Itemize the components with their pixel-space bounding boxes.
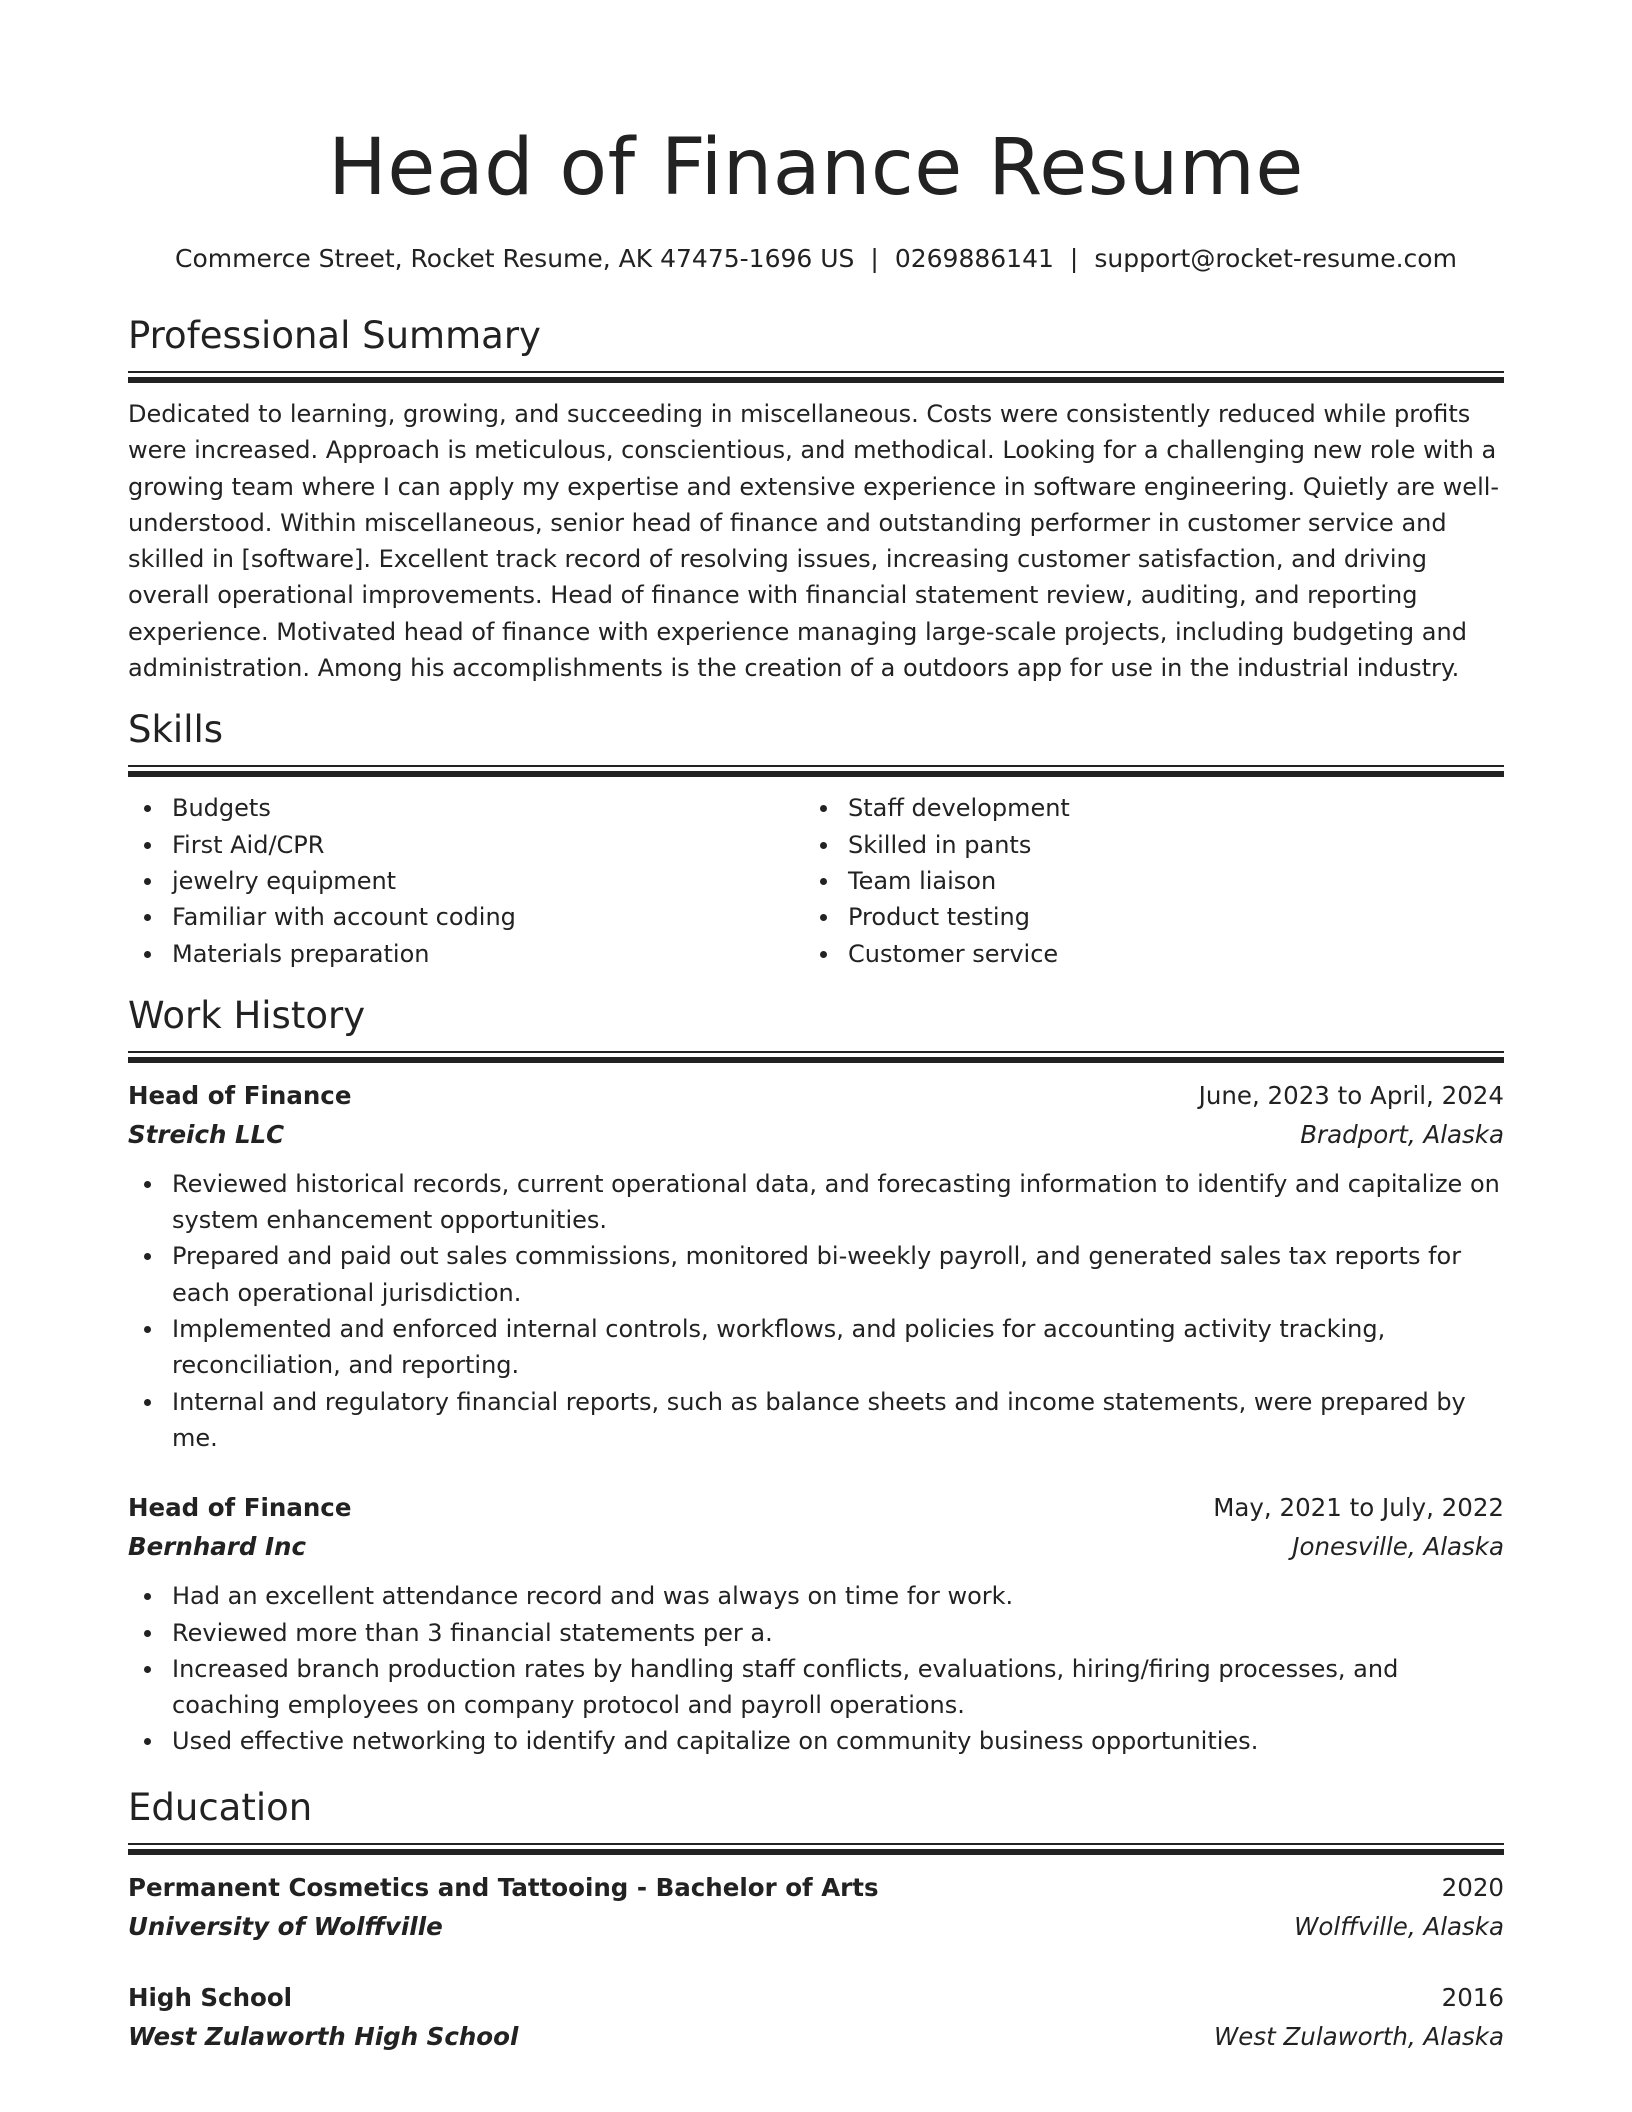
education-header	[128, 1868, 1504, 1907]
skill-item: First Aid/CPR	[128, 827, 804, 863]
contact-separator: |	[1069, 244, 1079, 273]
section-divider	[128, 1051, 1504, 1062]
resume-title: Head of Finance Resume	[328, 123, 1304, 213]
section-divider	[128, 1843, 1504, 1854]
education-subheader	[128, 1907, 1504, 1946]
job-bullet: Increased branch production rates by handling staff conflicts, evaluations, hiring/firing processes, and coaching employees on company protocol and payroll operations.	[128, 1651, 1504, 1724]
skill-item: Staff development	[804, 790, 1480, 826]
education-heading: Education	[128, 1785, 313, 1829]
skills-left-column	[128, 790, 804, 971]
skill-item: Skilled in pants	[804, 827, 1480, 863]
skill-item: Materials preparation	[128, 936, 804, 972]
job-bullet: Had an excellent attendance record and was always on time for work.	[128, 1578, 1504, 1614]
job-bullet: Prepared and paid out sales commissions, monitored bi-weekly payroll, and generated sales tax reports for each operational jurisdiction.	[128, 1238, 1504, 1311]
skill-item: Customer service	[804, 936, 1480, 972]
skill-item: Budgets	[128, 790, 804, 826]
job-header	[128, 1076, 1504, 1115]
education-year: 2016	[1441, 1982, 1504, 2012]
job-title: Head of Finance	[128, 1080, 352, 1110]
contact-address: Commerce Street, Rocket Resume, AK 47475-1696 US	[175, 244, 855, 273]
job-company: Streich LLC	[128, 1119, 285, 1149]
job-dates: May, 2021 to July, 2022	[1213, 1493, 1504, 1523]
job-bullet: Internal and regulatory financial reports, such as balance sheets and income statements, were prepared by me.	[128, 1384, 1504, 1457]
skills-heading: Skills	[128, 708, 224, 752]
job-bullet: Reviewed historical records, current operational data, and forecasting information to identify and capitalize on system enhancement opportunities.	[128, 1166, 1504, 1239]
skill-item: Team liaison	[804, 863, 1480, 899]
job-title: Head of Finance	[128, 1493, 352, 1523]
job-subheader	[128, 1115, 1504, 1154]
skills-right-column	[804, 790, 1480, 971]
job-entry	[128, 1076, 1504, 1456]
work-history-heading: Work History	[128, 993, 366, 1037]
job-location: Jonesville, Alaska	[1292, 1532, 1504, 1562]
education-entry	[128, 1978, 1504, 2056]
education-section	[128, 1784, 1504, 2056]
summary-text: Dedicated to learning, growing, and succeeding in miscellaneous. Costs were consistently reduced while profits were increased. Approach is meticulous, conscientious, and methodical. Looking for a challenging new role with a growing team where I can apply my expertise and extensive experience in software engineering. Quietly are well-understood. Within miscellaneous, senior head of finance and outstanding performer in customer service and skilled in [software]. Excellent track record of resolving issues, increasing customer satisfaction, and driving overall operational improvements. Head of finance with financial statement review, auditing, and reporting experience. Motivated head of finance with experience managing large-scale projects, including budgeting and administration. Among his accomplishments is the creation of a outdoors app for use in the industrial industry.	[128, 400, 1500, 683]
summary-heading: Professional Summary	[128, 314, 541, 357]
contact-line	[128, 242, 1504, 276]
section-divider	[128, 765, 1504, 776]
education-school: West Zulaworth High School	[128, 2021, 519, 2051]
job-company: Bernhard Inc	[128, 1532, 307, 1562]
skill-item: jewelry equipment	[128, 863, 804, 899]
summary-section	[128, 312, 1504, 686]
skills-columns	[128, 790, 1504, 971]
contact-phone: 0269886141	[894, 244, 1054, 273]
job-subheader	[128, 1527, 1504, 1566]
skills-section	[128, 706, 1504, 971]
education-school: University of Wolffville	[128, 1911, 443, 1941]
education-entry	[128, 1868, 1504, 1946]
education-location: West Zulaworth, Alaska	[1214, 2021, 1504, 2051]
job-header	[128, 1488, 1504, 1527]
job-bullets	[128, 1578, 1504, 1759]
education-degree: Permanent Cosmetics and Tattooing - Bachelor of Arts	[128, 1872, 879, 1902]
job-dates: June, 2023 to April, 2024	[1198, 1080, 1504, 1110]
job-bullet: Reviewed more than 3 financial statements per a.	[128, 1615, 1504, 1651]
work-history-section	[128, 992, 1504, 1760]
education-subheader	[128, 2017, 1504, 2056]
section-divider	[128, 371, 1504, 382]
skill-item: Familiar with account coding	[128, 899, 804, 935]
job-bullet: Used effective networking to identify and capitalize on community business opportunities.	[128, 1723, 1504, 1759]
job-bullet: Implemented and enforced internal controls, workflows, and policies for accounting activity tracking, reconciliation, and reporting.	[128, 1311, 1504, 1384]
education-degree: High School	[128, 1982, 293, 2012]
job-location: Bradport, Alaska	[1300, 1119, 1504, 1149]
education-location: Wolffville, Alaska	[1294, 1911, 1504, 1941]
skill-item: Product testing	[804, 899, 1480, 935]
job-bullets	[128, 1166, 1504, 1456]
education-year: 2020	[1441, 1872, 1504, 1902]
contact-separator: |	[870, 244, 879, 273]
contact-email[interactable]: support@rocket-resume.com	[1094, 244, 1457, 273]
education-header	[128, 1978, 1504, 2017]
job-entry	[128, 1488, 1504, 1759]
